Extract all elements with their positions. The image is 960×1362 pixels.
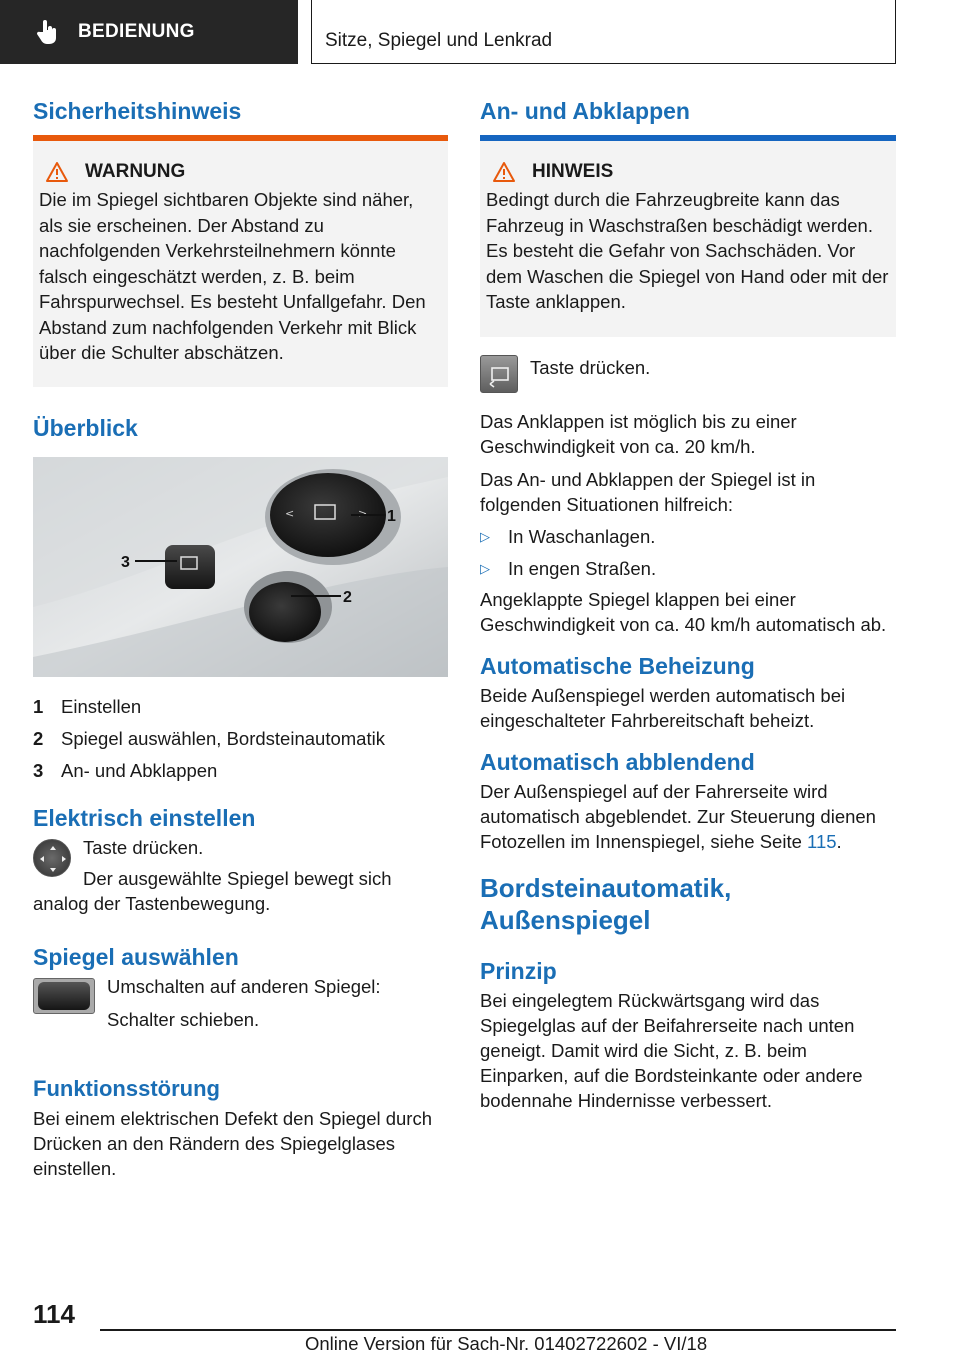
- warning-title: WARNUNG: [85, 161, 186, 182]
- select-step1: Umschalten auf anderen Spiegel:: [107, 976, 381, 997]
- chapter-title: Sitze, Spiegel und Lenkrad: [311, 0, 896, 64]
- hand-pointer-icon: [34, 18, 62, 46]
- notice-title-row: [492, 161, 890, 183]
- legend-item: 2 Spiegel auswählen, Bordsteinautomatik: [33, 728, 385, 749]
- malfunction-heading: Funktionsstörung: [33, 1076, 220, 1101]
- safety-heading: Sicherheitshinweis: [33, 98, 242, 124]
- electric-step2: Der ausgewählte Spiegel bewegt sich analog der Tastenbewegung.: [33, 868, 392, 914]
- heating-heading: Automatische Beheizung: [480, 653, 755, 679]
- fold-step-row: [480, 355, 896, 393]
- warning-triangle-icon: [45, 161, 69, 183]
- curb-heading: Bordsteinautomatik, Außenspiegel: [480, 873, 732, 935]
- warning-text: Die im Spiegel sichtbaren Objekte sind näher, als sie erscheinen. Der Abstand zu nachfolgenden Verkehrsteilnehmern könnte falsch eingeschätzt werden, z. B. beim Fahrspurwechsel. Es besteht Unfallgefahr. Den Abstand zum nachfolgenden Verkehr mit Blick über die Schulter abschätzen.: [39, 189, 426, 363]
- fold-step: Taste drücken.: [530, 357, 651, 378]
- principle-text: Bei eingelegtem Rückwärtsgang wird das Spiegelglas auf der Beifahrerseite nach unten geneigt. Damit wird die Sicht, z. B. beim Einparken, auf die Bordsteinkante oder andere bodennahe Hindernisse verbessert.: [480, 990, 863, 1111]
- page-link[interactable]: 115: [807, 831, 837, 852]
- electric-step1: Taste drücken.: [83, 837, 204, 858]
- fold-heading: An- und Abklappen: [480, 98, 690, 124]
- notice-title: HINWEIS: [532, 161, 614, 182]
- electric-section: [33, 835, 448, 916]
- online-version: Online Version für Sach-Nr. 01402722602 - VI/18: [305, 1333, 708, 1354]
- heating-text: Beide Außenspiegel werden automatisch bei eingeschalteter Fahrbereitschaft beheizt.: [480, 685, 846, 731]
- select-heading: Spiegel auswählen: [33, 944, 239, 970]
- fold-paragraph-1: Das Anklappen ist möglich bis zu einer Geschwindigkeit von ca. 20 km/h.: [480, 411, 797, 457]
- right-column: [480, 96, 896, 1113]
- adjust-button-icon: [33, 839, 71, 877]
- fold-paragraph-3: Angeklappte Spiegel klappen bei einer Geschwindigkeit von ca. 40 km/h automatisch ab.: [480, 589, 887, 635]
- select-step2: Schalter schieben.: [107, 1009, 260, 1030]
- callout-1: 1: [387, 508, 396, 525]
- callout-3: 3: [121, 554, 130, 571]
- electric-heading: Elektrisch einstellen: [33, 805, 256, 831]
- list-item: ▷ In engen Straßen.: [480, 553, 896, 585]
- page-number: 114: [33, 1299, 75, 1329]
- bullet-triangle-icon: ▷: [480, 561, 490, 576]
- callout-2: 2: [343, 589, 352, 606]
- warning-title-row: [45, 161, 442, 183]
- photo-legend: [33, 691, 448, 787]
- situation-list: [480, 521, 896, 585]
- legend-item: 3 An- und Abklappen: [33, 760, 218, 781]
- footer-rule: [100, 1329, 896, 1331]
- legend-item: 1 Einstellen: [33, 696, 142, 717]
- malfunction-text: Bei einem elektrischen Defekt den Spiegel durch Drücken an den Rändern des Spiegelglases einstellen.: [33, 1108, 433, 1179]
- bullet-triangle-icon: ▷: [480, 529, 490, 544]
- left-column: [33, 96, 448, 1181]
- fold-paragraph-2: Das An- und Abklappen der Spiegel ist in folgenden Situationen hilfreich:: [480, 469, 816, 515]
- overview-heading: Überblick: [33, 415, 138, 441]
- principle-heading: Prinzip: [480, 958, 557, 984]
- warning-box: [33, 141, 448, 387]
- list-item: ▷ In Waschanlagen.: [480, 521, 896, 553]
- mirror-switch-icon: [33, 978, 95, 1014]
- svg-text:>: >: [358, 507, 368, 520]
- section-tab: [0, 0, 298, 64]
- section-label: BEDIENUNG: [78, 21, 195, 42]
- notice-text: Bedingt durch die Fahrzeugbreite kann das Fahrzeug in Waschstraßen beschädigt werden. Es besteht die Gefahr von Sachschäden. Vor dem Waschen die Spiegel von Hand oder mit der Taste anklappen.: [486, 189, 889, 312]
- dimming-text: Der Außenspiegel auf der Fahrerseite wird automatisch abgeblendet. Zur Steuerung dienen Fotozellen im Innenspiegel, siehe Seite 115.: [480, 781, 876, 852]
- svg-text:<: <: [285, 507, 295, 520]
- fold-button-icon: [480, 355, 518, 393]
- mirror-controls-photo: [33, 457, 448, 677]
- mirror-controls-illustration: [33, 457, 448, 677]
- notice-triangle-icon: [492, 161, 516, 183]
- dimming-heading: Automatisch abblendend: [480, 749, 755, 775]
- select-section: [33, 974, 448, 1052]
- notice-box: [480, 141, 896, 337]
